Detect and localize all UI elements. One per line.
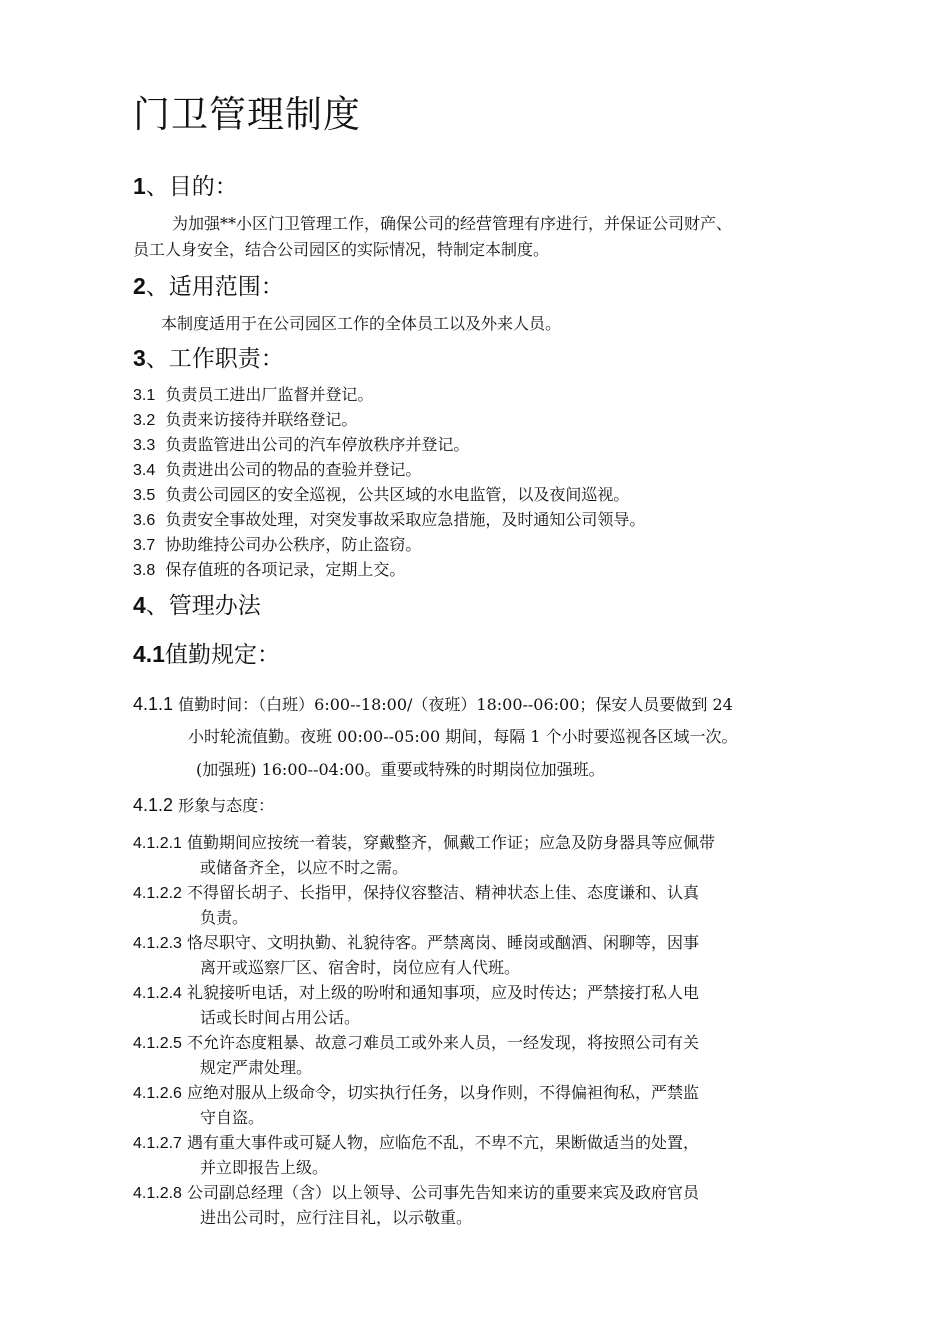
paragraph-line: 员工人身安全，结合公司园区的实际情况，特制定本制度。 (133, 240, 550, 259)
section-title: 、工作职责： (145, 346, 284, 372)
item-continuation: 话或长时间占用公话。 (200, 1008, 361, 1027)
item-text: 保存值班的各项记录，定期上交。 (165, 560, 406, 579)
list-item (133, 557, 405, 580)
item-continuation: 离开或巡察厂区、宿舍时，岗位应有人代班。 (200, 958, 521, 977)
item-continuation: 并立即报告上级。 (200, 1158, 329, 1177)
list-item (133, 382, 373, 405)
item-continuation: 规定严肃处理。 (200, 1058, 313, 1077)
section-4-heading (133, 587, 261, 620)
clause-item (133, 1180, 699, 1203)
section-number: 1 (133, 173, 146, 199)
item-continuation: 进出公司时，应行注目礼，以示敬重。 (200, 1208, 473, 1227)
item-number: 4.1.2.3 (133, 935, 182, 952)
page-title: 门卫管理制度 (133, 93, 361, 136)
section-1-heading (133, 168, 238, 201)
item-text: 恪尽职守、文明执勤、礼貌待客。严禁离岗、睡岗或酗酒、闲聊等，因事 (187, 933, 700, 952)
clause-item (133, 980, 699, 1003)
clause-item (133, 880, 699, 903)
item-continuation: 守自盗。 (200, 1108, 265, 1127)
list-item (133, 457, 421, 480)
item-number: 4.1.2.5 (133, 1035, 182, 1052)
section-number: 4 (133, 592, 146, 618)
item-continuation: 负责。 (200, 908, 249, 927)
list-item (133, 432, 469, 455)
item-text: 负责来访接待并联络登记。 (165, 410, 358, 429)
section-number: 3 (133, 345, 146, 371)
list-item (133, 532, 421, 555)
item-continuation: 或储备齐全，以应不时之需。 (200, 858, 409, 877)
section-number: 4.1 (133, 641, 165, 667)
paragraph-line: 本制度适用于在公司园区工作的全体员工以及外来人员。 (161, 314, 562, 333)
item-number: 4.1.2.1 (133, 835, 182, 852)
clause-item (133, 830, 715, 853)
item-number: 4.1.2.2 (133, 885, 182, 902)
item-text: 不允许态度粗暴、故意刁难员工或外来人员，一经发现，将按照公司有关 (187, 1033, 700, 1052)
clause-4-1-1 (133, 692, 733, 715)
list-item (133, 507, 645, 530)
item-number: 4.1.2.8 (133, 1185, 182, 1202)
item-text: 负责进出公司的物品的查验并登记。 (165, 460, 422, 479)
item-number: 3.4 (133, 462, 156, 479)
section-number: 2 (133, 273, 146, 299)
clause-item (133, 1080, 699, 1103)
section-title: 值勤规定： (164, 642, 280, 668)
item-text: 公司副总经理（含）以上领导、公司事先告知来访的重要来宾及政府官员 (187, 1183, 700, 1202)
clause-line: 小时轮流值勤。夜班 00:00--05:00 期间，每隔 1 个小时要巡视各区域一次。 (188, 727, 738, 746)
clause-line: 值勤时间：（白班）6:00--18:00/（夜班）18:00--06:00；保安人员要做到 24 (178, 695, 733, 714)
item-number: 3.7 (133, 537, 156, 554)
item-number: 3.8 (133, 562, 156, 579)
item-number: 3.5 (133, 487, 156, 504)
item-text: 负责公司园区的安全巡视，公共区域的水电监管，以及夜间巡视。 (165, 485, 630, 504)
item-text: 负责安全事故处理，对突发事故采取应急措施，及时通知公司领导。 (165, 510, 646, 529)
section-title: 、适用范围： (145, 274, 284, 300)
item-number: 3.1 (133, 387, 156, 404)
section-3-heading (133, 340, 284, 373)
item-text: 不得留长胡子、长指甲，保持仪容整洁、精神状态上佳、态度谦和、认真 (187, 883, 700, 902)
item-text: 遇有重大事件或可疑人物，应临危不乱，不卑不亢，果断做适当的处置， (187, 1133, 700, 1152)
item-number: 4.1.2.7 (133, 1135, 182, 1152)
clause-item (133, 930, 699, 953)
item-number: 3.2 (133, 412, 156, 429)
clause-4-1-2-heading (133, 793, 274, 816)
subsection-4-1-heading (133, 636, 280, 669)
clause-line: (加强班) 16:00--04:00。重要或特殊的时期岗位加强班。 (196, 760, 605, 779)
clause-number: 4.1.1 (133, 694, 174, 714)
item-number: 4.1.2.4 (133, 985, 182, 1002)
item-text: 礼貌接听电话，对上级的吩咐和通知事项，应及时传达；严禁接打私人电 (187, 983, 700, 1002)
clause-item (133, 1030, 699, 1053)
item-text: 应绝对服从上级命令，切实执行任务，以身作则，不得偏袒徇私，严禁监 (187, 1083, 700, 1102)
item-text: 值勤期间应按统一着装，穿戴整齐，佩戴工作证；应急及防身器具等应佩带 (187, 833, 716, 852)
list-item (133, 482, 629, 505)
item-text: 负责监管进出公司的汽车停放秩序并登记。 (165, 435, 470, 454)
clause-item (133, 1130, 699, 1153)
item-text: 协助维持公司办公秩序，防止盗窃。 (165, 535, 422, 554)
item-text: 负责员工进出厂监督并登记。 (165, 385, 374, 404)
clause-number: 4.1.2 (133, 795, 174, 815)
list-item (133, 407, 357, 430)
section-title: 、目的： (145, 174, 238, 200)
clause-title: 形象与态度： (178, 796, 275, 815)
section-title: 、管理办法 (145, 593, 261, 619)
item-number: 4.1.2.6 (133, 1085, 182, 1102)
paragraph-line: 为加强**小区门卫管理工作，确保公司的经营管理有序进行，并保证公司财产、 (172, 214, 733, 233)
item-number: 3.6 (133, 512, 156, 529)
item-number: 3.3 (133, 437, 156, 454)
section-2-heading (133, 268, 284, 301)
